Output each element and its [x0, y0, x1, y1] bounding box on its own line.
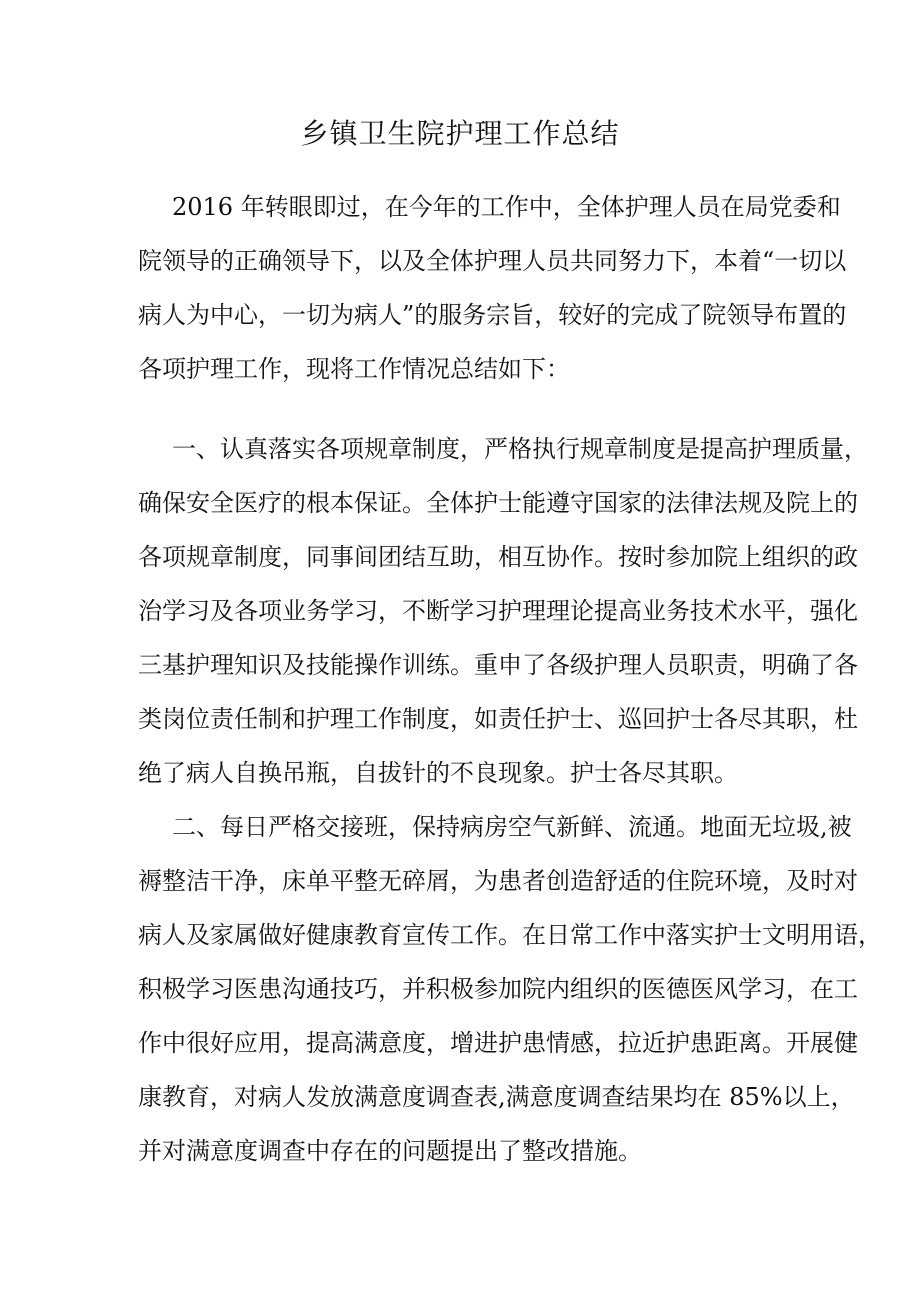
paragraph-line: 褥整洁干净，床单平整无碎屑，为患者创造舒适的住院环境，及时对	[138, 867, 858, 895]
paragraph-line: 病人为中心，一切为病人”的服务宗旨，较好的完成了院领导布置的	[138, 301, 847, 329]
paragraph-line: 各项规章制度，同事间团结互助，相互协作。按时参加院上组织的政	[138, 543, 858, 571]
paragraph-line: 2016 年转眼即过，在今年的工作中，全体护理人员在局党委和	[172, 193, 841, 221]
paragraph-line: 康教育，对病人发放满意度调查表,满意度调查结果均在 85%以上，	[138, 1083, 855, 1111]
paragraph-line: 治学习及各项业务学习，不断学习护理理论提高业务技术水平，强化	[138, 597, 858, 625]
paragraph-line: 并对满意度调查中存在的问题提出了整改措施。	[138, 1137, 642, 1165]
paragraph-line: 类岗位责任制和护理工作制度，如责任护士、巡回护士各尽其职，杜	[138, 705, 858, 733]
paragraph-line: 一、认真落实各项规章制度，严格执行规章制度是提高护理质量，	[172, 435, 868, 463]
paragraph-line: 二、每日严格交接班，保持病房空气新鲜、流通。地面无垃圾,被	[172, 813, 852, 841]
document-title: 乡镇卫生院护理工作总结	[300, 117, 620, 150]
paragraph-line: 病人及家属做好健康教育宣传工作。在日常工作中落实护士文明用语，	[138, 921, 882, 949]
paragraph-line: 确保安全医疗的根本保证。全体护士能遵守国家的法律法规及院上的	[138, 489, 858, 517]
paragraph-line: 三基护理知识及技能操作训练。重申了各级护理人员职责，明确了各	[138, 651, 858, 679]
paragraph-line: 院领导的正确领导下，以及全体护理人员共同努力下，本着“一切以	[138, 247, 847, 275]
paragraph-line: 积极学习医患沟通技巧，并积极参加院内组织的医德医风学习，在工	[138, 975, 858, 1003]
paragraph-line: 作中很好应用，提高满意度，增进护患情感，拉近护患距离。开展健	[138, 1029, 858, 1057]
paragraph-line: 各项护理工作，现将工作情况总结如下：	[138, 355, 570, 383]
paragraph-line: 绝了病人自换吊瓶，自拔针的不良现象。护士各尽其职。	[138, 759, 738, 787]
